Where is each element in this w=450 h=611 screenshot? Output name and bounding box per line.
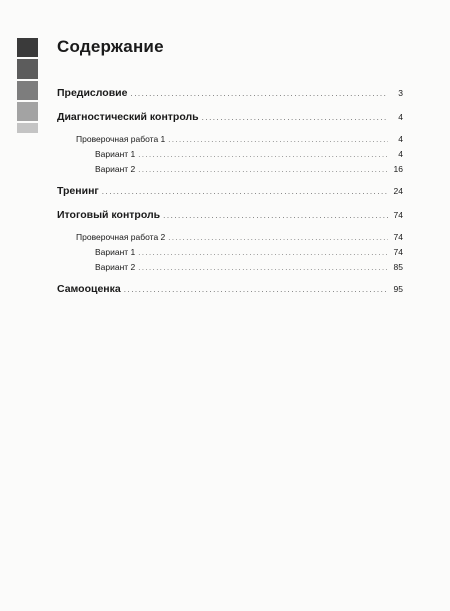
toc-entry-page: 3: [398, 88, 403, 98]
toc-leader-dots: [168, 233, 388, 242]
toc-entry-label: Итоговый контроль: [57, 209, 161, 221]
toc-entry-label: Вариант 2: [95, 262, 136, 272]
toc-entry-page: 4: [398, 134, 403, 144]
toc-entry-page: 74: [393, 232, 403, 242]
toc-entry-page: 95: [393, 284, 403, 294]
toc-entry-label: Предисловие: [57, 87, 128, 99]
toc-entry-self-assessment[interactable]: [57, 283, 403, 301]
toc-leader-dots: [168, 135, 388, 144]
toc-leader-dots: [138, 248, 388, 257]
toc-entry-page: 4: [398, 112, 403, 122]
toc-entry-preface[interactable]: [57, 87, 403, 105]
side-bar-4: [17, 102, 38, 121]
toc-entry-label: Вариант 2: [95, 164, 136, 174]
toc-leader-dots: [130, 89, 388, 98]
toc-entry-test-1-variant-2[interactable]: [57, 164, 403, 179]
toc-leader-dots: [138, 165, 388, 174]
side-bar-5: [17, 123, 38, 133]
toc-entry-label: Диагностический контроль: [57, 111, 199, 123]
toc-entry-page: 24: [393, 186, 403, 196]
table-of-contents: [57, 87, 403, 301]
toc-leader-dots: [202, 113, 388, 122]
toc-entry-final-control[interactable]: [57, 209, 403, 227]
toc-entry-label: Вариант 1: [95, 247, 136, 257]
toc-entry-label: Тренинг: [57, 185, 99, 197]
toc-entry-page: 74: [393, 247, 403, 257]
side-bar-2: [17, 59, 38, 79]
toc-entry-page: 74: [393, 210, 403, 220]
toc-entry-label: Вариант 1: [95, 149, 136, 159]
toc-entry-page: 16: [393, 164, 403, 174]
toc-entry-test-2-variant-1[interactable]: [57, 247, 403, 262]
toc-leader-dots: [138, 150, 388, 159]
toc-leader-dots: [102, 187, 388, 196]
toc-entry-diagnostic[interactable]: [57, 111, 403, 129]
toc-entry-test-2[interactable]: [57, 232, 403, 247]
toc-entry-label: Проверочная работа 1: [76, 134, 166, 144]
side-bar-3: [17, 81, 38, 100]
toc-entry-label: Самооценка: [57, 283, 121, 295]
toc-leader-dots: [124, 285, 388, 294]
toc-entry-page: 4: [398, 149, 403, 159]
toc-entry-test-2-variant-2[interactable]: [57, 262, 403, 277]
toc-entry-test-1-variant-1[interactable]: [57, 149, 403, 164]
toc-leader-dots: [163, 211, 388, 220]
toc-entry-test-1[interactable]: [57, 134, 403, 149]
toc-entry-training[interactable]: [57, 185, 403, 203]
side-bar-1: [17, 38, 38, 57]
decorative-side-bars: [17, 38, 38, 135]
toc-entry-page: 85: [393, 262, 403, 272]
toc-leader-dots: [138, 263, 388, 272]
page-title: Содержание: [57, 37, 164, 56]
toc-entry-label: Проверочная работа 2: [76, 232, 166, 242]
